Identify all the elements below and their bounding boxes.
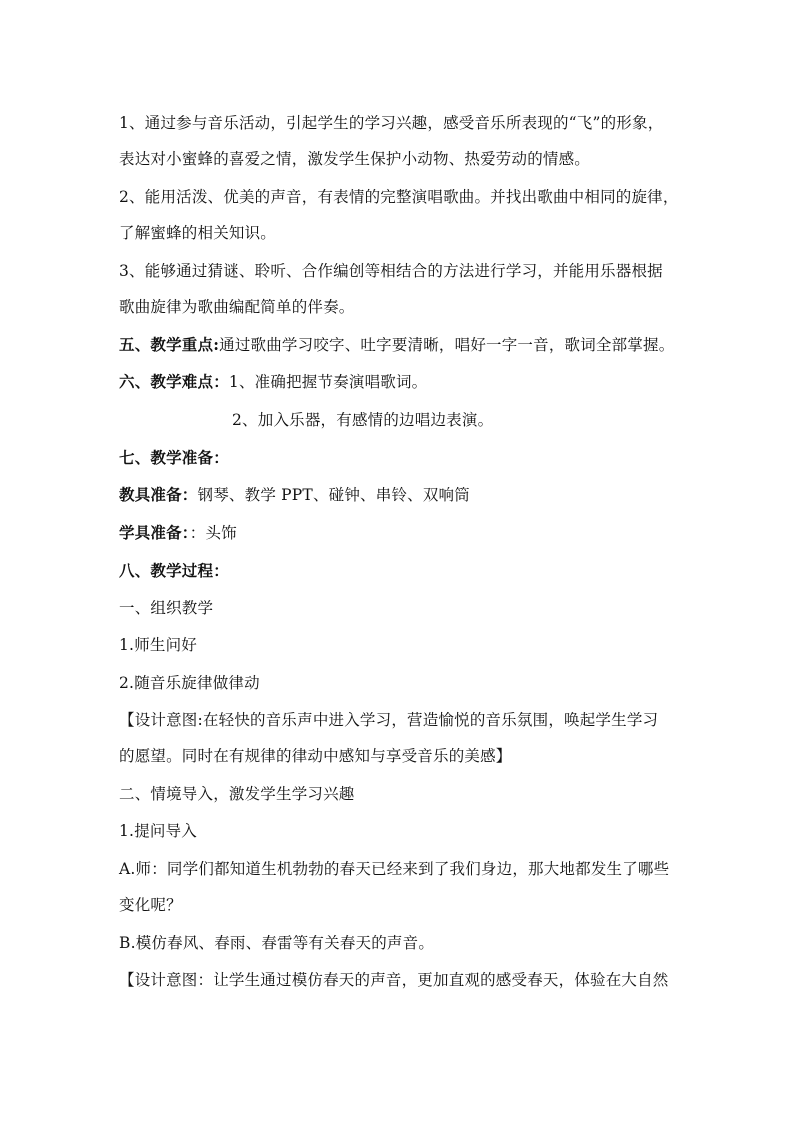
student-prep-paragraph bbox=[119, 523, 689, 543]
part-1-design-line-1: 【设计意图:在轻快的音乐声中进入学习，营造愉悦的音乐氛围，唤起学生学习 bbox=[119, 711, 659, 729]
difficulties-paragraph bbox=[119, 372, 689, 392]
difficulty-item-2: 2、加入乐器，有感情的边唱边表演。 bbox=[232, 411, 494, 429]
part-2-step-1: 1.提问导入 bbox=[119, 822, 197, 840]
part-1-step-2: 2.随音乐旋律做律动 bbox=[119, 674, 260, 692]
teacher-prep-paragraph bbox=[119, 485, 689, 505]
goal-3-line-1: 3、能够通过猜谜、聆听、合作编创等相结合的方法进行学习，并能用乐器根据 bbox=[119, 262, 663, 280]
part-1-step-1: 1.师生问好 bbox=[119, 636, 197, 654]
key-points-text: 通过歌曲学习咬字、吐字要清晰，唱好一字一音，歌词全部掌握。 bbox=[219, 336, 675, 354]
difficulty-item-1: 1、准确把握节奏演唱歌词。 bbox=[228, 373, 428, 391]
student-prep-label: 学具准备： bbox=[119, 523, 190, 542]
part-2-design-line-1: 【设计意图：让学生通过模仿春天的声音，更加直观的感受春天，体验在大自然 bbox=[119, 971, 669, 989]
part-2-b: B.模仿春风、春雨、春雷等有关春天的声音。 bbox=[119, 934, 435, 952]
preparation-heading: 七、教学准备： bbox=[119, 448, 229, 467]
part-2-title: 二、情境导入，激发学生学习兴趣 bbox=[119, 785, 355, 803]
teacher-prep-label: 教具准备： bbox=[119, 485, 198, 504]
process-heading: 八、教学过程： bbox=[119, 561, 229, 580]
goal-3-line-2: 歌曲旋律为歌曲编配简单的伴奏。 bbox=[119, 298, 355, 316]
teacher-prep-text: 钢琴、教学 PPT、碰钟、串铃、双响筒 bbox=[197, 486, 470, 504]
key-points-label: 五、教学重点: bbox=[119, 335, 220, 354]
part-2-a-line-2: 变化呢？ bbox=[119, 896, 182, 914]
student-prep-text: ：头饰 bbox=[189, 524, 237, 542]
goal-2-line-2: 了解蜜蜂的相关知识。 bbox=[119, 224, 277, 242]
goal-1-line-2: 表达对小蜜蜂的喜爱之情，激发学生保护小动物、热爱劳动的情感。 bbox=[119, 150, 591, 168]
goal-1-line-1: 1、通过参与音乐活动，引起学生的学习兴趣，感受音乐所表现的“飞”的形象， bbox=[119, 114, 664, 132]
part-1-title: 一、组织教学 bbox=[119, 599, 214, 617]
part-2-a-line-1: A.师：同学们都知道生机勃勃的春天已经来到了我们身边，那大地都发生了哪些 bbox=[119, 860, 670, 878]
difficulties-label: 六、教学难点： bbox=[119, 372, 229, 391]
goal-2-line-1: 2、能用活泼、优美的声音，有表情的完整演唱歌曲。并找出歌曲中相同的旋律， bbox=[119, 188, 679, 206]
key-points-paragraph bbox=[119, 335, 689, 355]
part-1-design-line-2: 的愿望。同时在有规律的律动中感知与享受音乐的美感】 bbox=[119, 747, 512, 765]
